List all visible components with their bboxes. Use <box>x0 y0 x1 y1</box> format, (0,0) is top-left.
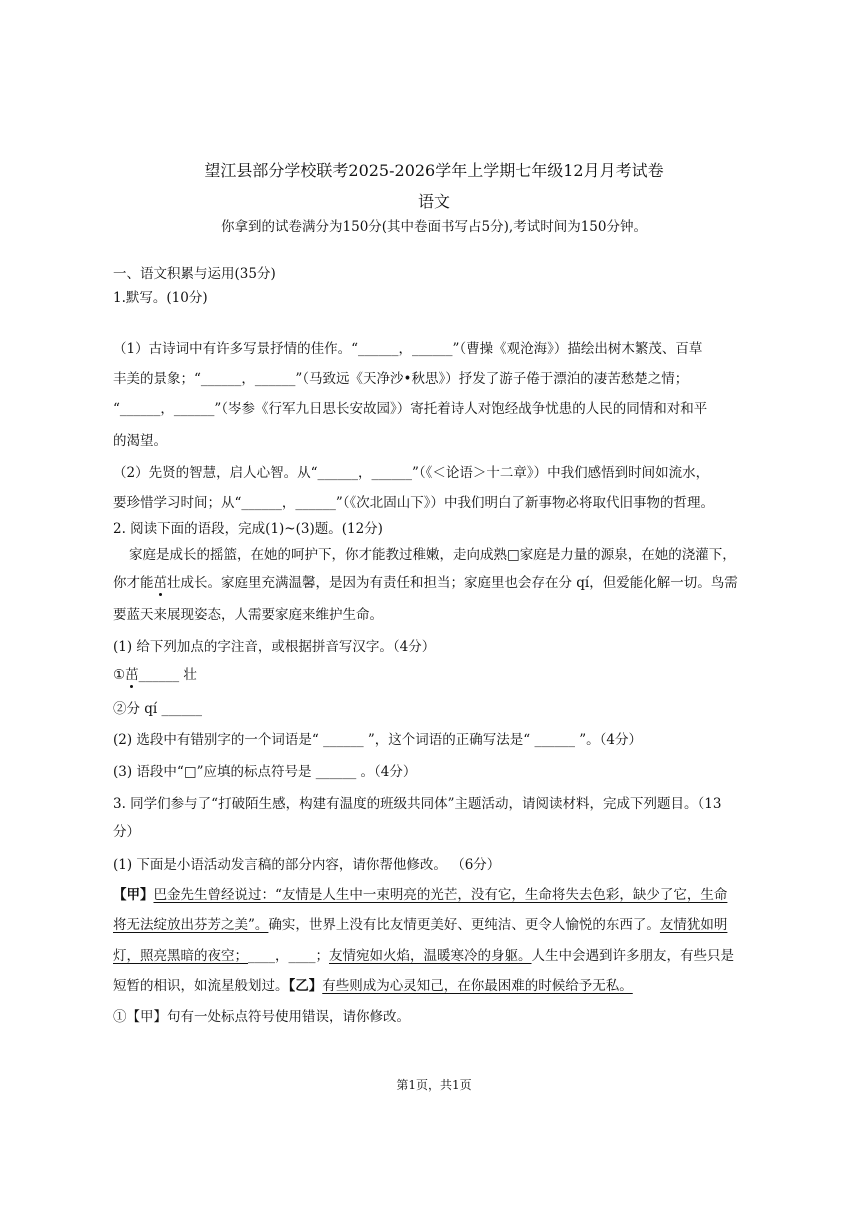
q3-item1: ①【甲】句有一处标点符号使用错误，请你修改。 <box>113 1009 410 1025</box>
speech-text: 人生中会遇到许多朋友，有些只是 <box>531 948 734 964</box>
exam-intro: 你拿到的试卷满分为150分(其中卷面书写占5分),考试时间为150分钟。 <box>221 219 647 235</box>
speech-text: 确实，世界上没有比友情更美好、更纯洁、更令人愉悦的东西了。 <box>268 917 660 933</box>
yi-tag: 【乙】 <box>288 978 323 994</box>
q3-speech-line4 <box>113 974 633 994</box>
underlined-sentence-jia: 巴金先生曾经说过：“友情是人生中一束明亮的光芒，没有它，生命将失去色彩，缺少了它，生命 <box>153 887 728 903</box>
underlined-sentence-jia-end: 将无法绽放出芬芳之美”。 <box>113 917 269 933</box>
exam-subject: 语文 <box>417 192 450 211</box>
q1-part1-line3: “______，______”（岑参《行军九日思长安故园》）寄托着诗人对饱经战争忧患的人民的同情和对和平 <box>113 401 708 417</box>
q1-part1-line1: （1）古诗词中有许多写景抒情的佳作。“______，______”（曹操《观沧海》）描绘出树木繁茂、百草 <box>113 341 703 357</box>
page-footer: 第1页，共1页 <box>396 1078 472 1092</box>
underlined-metaphor-start: 友情犹如明 <box>659 917 728 933</box>
q2-sub1-item-b: ②分 qí ______ <box>113 701 203 717</box>
q1-part2-line2: 要珍惜学习时间；从“______，______”（《次北固山下》）中我们明白了新事物必将取代旧事物的哲理。 <box>113 495 715 511</box>
question-1-title: 1.默写。(10分) <box>113 290 208 306</box>
q2-sub3: (3) 语段中“□”应填的标点符号是 ______ 。（4分） <box>113 764 417 780</box>
q1-part1-line2: 丰美的景象；“______，______”（马致远《天净沙•秋思》）抒发了游子倦于漂泊的凄苦愁楚之情； <box>113 371 689 387</box>
underlined-sentence-yi: 有些则成为心灵知己，在你最困难的时候给予无私。 <box>322 978 633 994</box>
q2-passage-line2 <box>113 571 738 591</box>
q2-passage-line3: 要蓝天来展现姿态，人需要家庭来维护生命。 <box>113 607 383 623</box>
dotted-character: 茁 <box>154 571 168 591</box>
question-3-title-line1: 3. 同学们参与了“打破陌生感，构建有温度的班级共同体”主题活动，请阅读材料，完成下列题目。（13 <box>113 796 722 812</box>
exam-title: 望江县部分学校联考2025-2026学年上学期七年级12月月考试卷 <box>204 161 664 180</box>
item-marker: ① <box>113 667 126 683</box>
underlined-metaphor-fire: 友情宛如火焰，温暖寒冷的身躯。 <box>329 948 532 964</box>
question-2-title: 2. 阅读下面的语段，完成(1)~(3)题。(12分) <box>113 521 383 537</box>
q1-part1-line4: 的渴望。 <box>113 433 167 449</box>
q3-speech-line3 <box>113 944 734 964</box>
question-3-title-line2: 分） <box>113 824 140 840</box>
answer-blanks: ____，____； <box>248 948 329 964</box>
passage-text: 你才能 <box>113 575 154 591</box>
section-heading: 一、语文积累与运用(35分) <box>113 266 276 282</box>
q2-sub1-item-a <box>113 663 197 683</box>
speech-text: 短暂的相识，如流星般划过。 <box>113 978 289 994</box>
q2-sub2: (2) 选段中有错别字的一个词语是“ ______ ”，这个词语的正确写法是“ ______ ”。（4分） <box>113 732 643 748</box>
jia-tag: 【甲】 <box>113 887 154 903</box>
q2-sub1: (1) 给下列加点的字注音，或根据拼音写汉字。（4分） <box>113 639 436 655</box>
q3-speech-line1 <box>113 883 727 903</box>
underlined-metaphor: 灯，照亮黑暗的夜空； <box>113 948 248 964</box>
answer-blank: ______ 壮 <box>138 667 197 683</box>
passage-text: 壮成长。家庭里充满温馨，是因为有责任和担当；家庭里也会存在分 qí，但爱能化解一切。鸟需 <box>167 575 738 591</box>
q2-passage-line1: 家庭是成长的摇篮，在她的呵护下，你才能教过稚嫩，走向成熟□家庭是力量的源泉，在她的浇灌下， <box>129 547 736 563</box>
dotted-character: 茁 <box>125 663 139 683</box>
q1-part2-line1: （2）先贤的智慧，启人心智。从“______，______”（《＜论语＞十二章》）中我们感悟到时间如流水， <box>113 465 710 481</box>
q3-speech-line2 <box>113 913 727 933</box>
q3-sub1: (1) 下面是小语活动发言稿的部分内容，请你帮他修改。 （6分） <box>113 857 501 873</box>
